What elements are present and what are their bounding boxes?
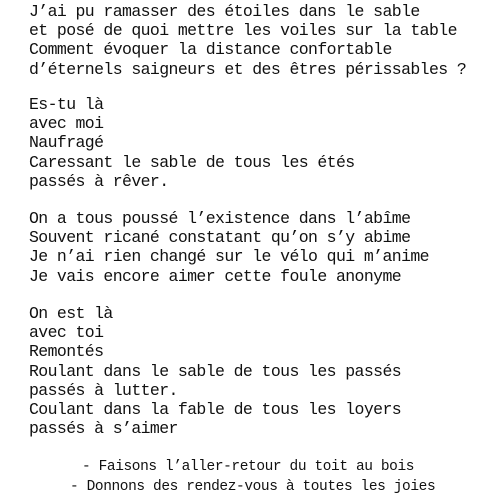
footer-line: - Donnons des rendez-vous à toutes les joies (70, 479, 436, 495)
poem-line: On est là (29, 304, 113, 323)
stanza-4 (29, 304, 401, 438)
poem-line: Naufragé (29, 133, 104, 153)
poem-line: Souvent ricané constatant qu’on s’y abime (29, 228, 411, 248)
poem-line: Je vais encore aimer cette foule anonyme (29, 266, 402, 286)
poem-line: Caressant le sable de tous les étés (29, 152, 355, 172)
stanza-3 (29, 209, 429, 286)
poem-footer (0, 457, 500, 497)
footer-line: - Faisons l’aller-retour du toit au bois (82, 459, 415, 475)
poem-line: Es-tu là (29, 95, 104, 114)
poem-line: On a tous poussé l’existence dans l’abîme (29, 209, 411, 228)
poem-line: Je n’ai rien changé sur le vélo qui m’anime (29, 247, 429, 267)
poem-line: avec toi (29, 323, 104, 343)
poem-line: Remontés (29, 342, 104, 362)
poem-line: J’ai pu ramasser des étoiles dans le sable (29, 2, 420, 21)
poem-line: et posé de quoi mettre les voiles sur la table (29, 21, 457, 41)
poem-line: passés à lutter. (29, 380, 178, 400)
poem-line: d’éternels saigneurs et des êtres périssables ? (29, 59, 467, 79)
poem-line: Coulant dans la fable de tous les loyers (29, 400, 402, 420)
poem-line: passés à s’aimer (29, 419, 178, 439)
poem-line: passés à rêver. (29, 171, 169, 191)
poem-line: Comment évoquer la distance confortable (29, 40, 392, 60)
stanza-1 (29, 2, 466, 79)
poem-line: Roulant dans le sable de tous les passés (29, 361, 402, 381)
stanza-2 (29, 95, 355, 191)
poem-line: avec moi (29, 114, 104, 134)
